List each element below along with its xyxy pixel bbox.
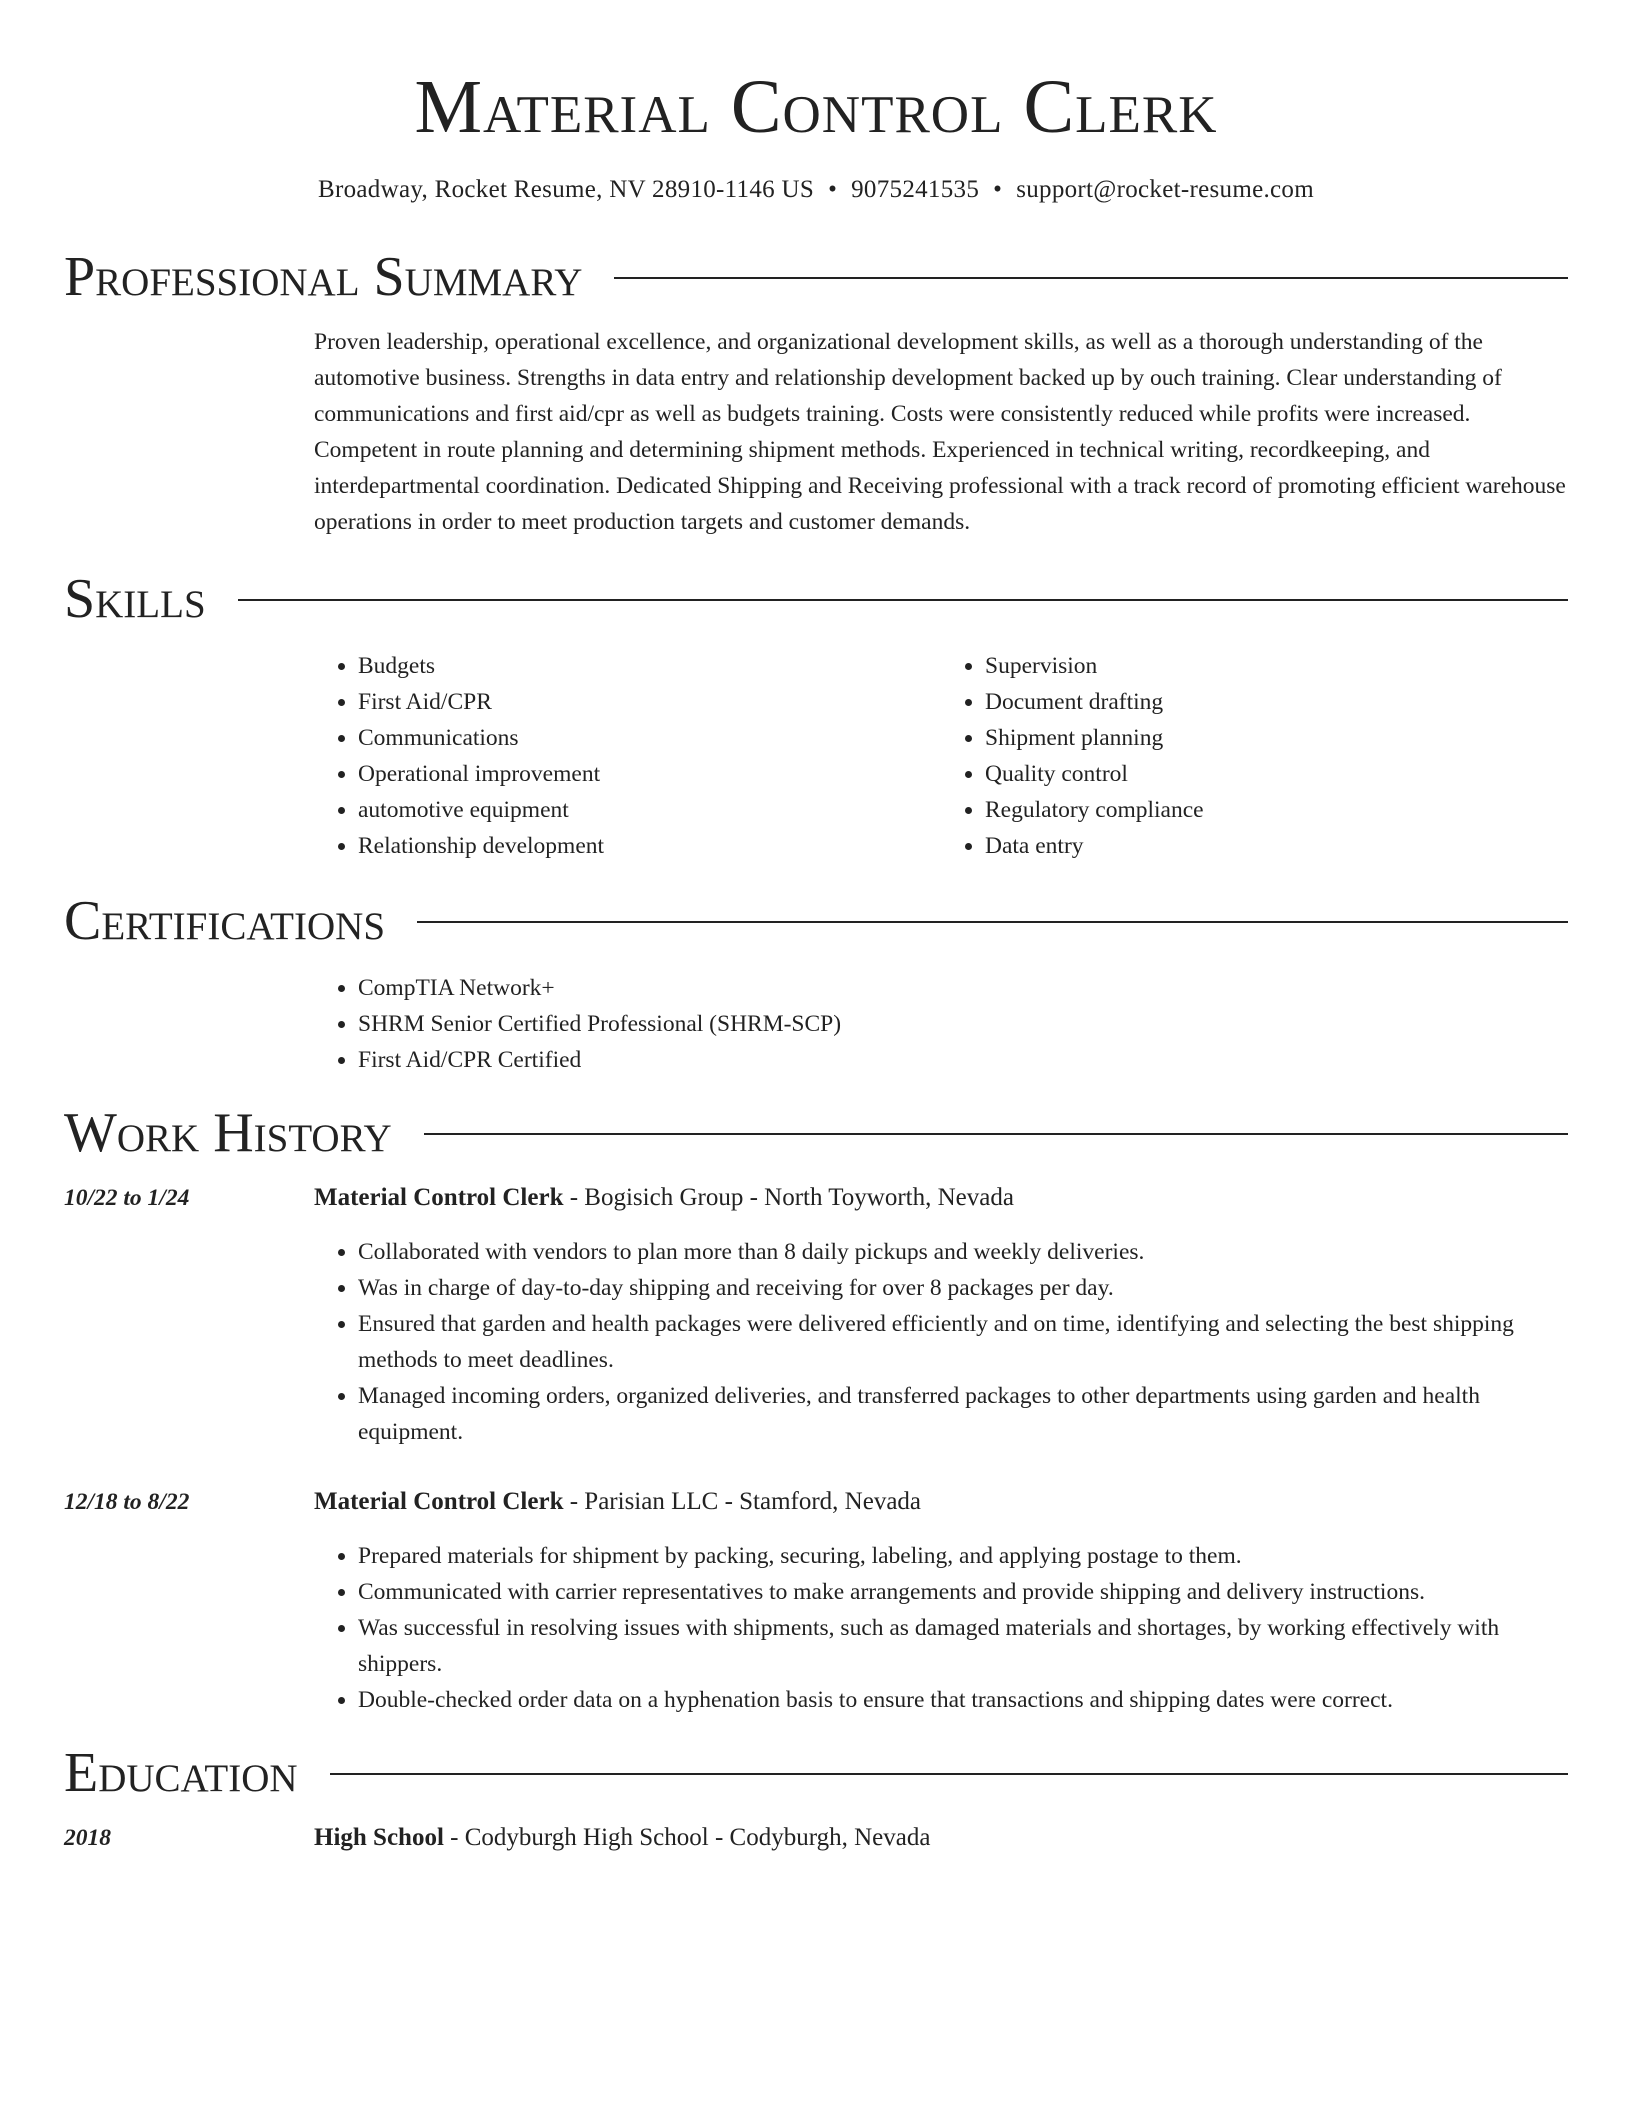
- contact-email: support@rocket-resume.com: [1016, 176, 1314, 203]
- job-title-line: [314, 1180, 1568, 1216]
- education-section: [64, 1740, 1568, 1856]
- contact-separator: •: [993, 176, 1003, 203]
- section-divider: [424, 1133, 1568, 1135]
- job-dates: 12/18 to 8/22: [64, 1489, 190, 1515]
- work-history-section: [64, 1100, 1568, 1718]
- certification-item: • CompTIA Network+: [358, 970, 1568, 1006]
- job-role: Material Control Clerk: [314, 1488, 564, 1515]
- summary-body: [314, 324, 1568, 540]
- certifications-bullets: [314, 970, 1568, 1078]
- skill-item: • Data entry: [985, 828, 1568, 864]
- section-title-work-history: Work History: [64, 1102, 392, 1164]
- skills-column-right: [941, 648, 1568, 864]
- skill-item: • Document drafting: [985, 684, 1568, 720]
- section-divider: [417, 921, 1568, 923]
- education-line: [314, 1820, 1568, 1856]
- job-bullet: • Collaborated with vendors to plan more than 8 daily pickups and weekly deliveries.: [358, 1234, 1568, 1270]
- skill-item: • automotive equipment: [358, 792, 941, 828]
- contact-phone: 9075241535: [851, 176, 980, 203]
- job-bullet: • Double-checked order data on a hyphenation basis to ensure that transactions and shipping dates were correct.: [358, 1682, 1568, 1718]
- section-title-skills: Skills: [64, 568, 206, 630]
- job-entry: [64, 1484, 1568, 1718]
- job-header: [64, 1180, 1568, 1216]
- certifications-section: [64, 888, 1568, 1078]
- skill-item: • Operational improvement: [358, 756, 941, 792]
- certifications-list: [314, 970, 1568, 1078]
- skills-list: [314, 648, 1568, 864]
- contact-address: Broadway, Rocket Resume, NV 28910-1146 US: [318, 176, 815, 203]
- skills-header: [64, 566, 1568, 632]
- job-role: Material Control Clerk: [314, 1184, 564, 1211]
- section-divider: [330, 1773, 1568, 1775]
- job-bullet: • Managed incoming orders, organized deliveries, and transferred packages to other departments using garden and health equipment.: [358, 1378, 1568, 1450]
- certification-item: • First Aid/CPR Certified: [358, 1042, 1568, 1078]
- education-school: - Codyburgh High School - Codyburgh, Nevada: [443, 1824, 931, 1851]
- job-entry: [64, 1180, 1568, 1450]
- certifications-header: [64, 888, 1568, 954]
- job-company: - Parisian LLC - Stamford, Nevada: [563, 1488, 922, 1515]
- skill-item: • Communications: [358, 720, 941, 756]
- section-divider: [614, 277, 1568, 279]
- job-bullets: [314, 1234, 1568, 1450]
- skill-item: • First Aid/CPR: [358, 684, 941, 720]
- job-company: - Bogisich Group - North Toyworth, Nevada: [563, 1184, 1014, 1211]
- job-bullet: • Communicated with carrier representatives to make arrangements and provide shipping and delivery instructions.: [358, 1574, 1568, 1610]
- skills-section: [64, 566, 1568, 864]
- skill-item: • Budgets: [358, 648, 941, 684]
- contact-separator: •: [828, 176, 838, 203]
- resume-name: Material Control Clerk: [414, 65, 1218, 149]
- summary-section: [64, 244, 1568, 540]
- skill-item: • Regulatory compliance: [985, 792, 1568, 828]
- job-bullet-list: [314, 1234, 1568, 1450]
- education-year: 2018: [64, 1825, 111, 1851]
- job-bullet: • Was in charge of day-to-day shipping and receiving for over 8 packages per day.: [358, 1270, 1568, 1306]
- work-history-header: [64, 1100, 1568, 1166]
- summary-text: Proven leadership, operational excellence, and organizational development skills, as well as a thorough understanding of the automotive business. Strengths in data entry and relationship development backed up by ouch training. Clear understanding of communications and first aid/cpr as well as budgets training. Costs were consistently reduced while profits were increased. Competent in route planning and determining shipment methods. Experienced in technical writing, recordkeeping, and interdepartmental coordination. Dedicated Shipping and Receiving professional with a track record of promoting efficient warehouse operations in order to meet production targets and customer demands.: [314, 329, 1566, 535]
- skill-item: • Shipment planning: [985, 720, 1568, 756]
- job-dates: 10/22 to 1/24: [64, 1185, 190, 1211]
- education-header: [64, 1740, 1568, 1806]
- section-title-certifications: Certifications: [64, 890, 386, 952]
- certification-item: • SHRM Senior Certified Professional (SHRM-SCP): [358, 1006, 1568, 1042]
- summary-header: [64, 244, 1568, 310]
- job-bullet: • Ensured that garden and health packages were delivered efficiently and on time, identifying and selecting the best shipping methods to meet deadlines.: [358, 1306, 1568, 1378]
- job-bullet: • Was successful in resolving issues with shipments, such as damaged materials and shortages, by working effectively with shippers.: [358, 1610, 1568, 1682]
- job-header: [64, 1484, 1568, 1520]
- skill-item: • Supervision: [985, 648, 1568, 684]
- section-title-summary: Professional Summary: [64, 246, 583, 308]
- education-degree: High School: [314, 1824, 444, 1851]
- section-divider: [238, 599, 1568, 601]
- contact-line: [64, 174, 1568, 206]
- skill-item: • Quality control: [985, 756, 1568, 792]
- skills-column-left: [314, 648, 941, 864]
- job-bullet-list: [314, 1538, 1568, 1718]
- section-title-education: Education: [64, 1742, 298, 1804]
- job-bullets: [314, 1538, 1568, 1718]
- education-entry: [64, 1820, 1568, 1856]
- skill-item: • Relationship development: [358, 828, 941, 864]
- job-bullet: • Prepared materials for shipment by packing, securing, labeling, and applying postage to them.: [358, 1538, 1568, 1574]
- job-title-line: [314, 1484, 1568, 1520]
